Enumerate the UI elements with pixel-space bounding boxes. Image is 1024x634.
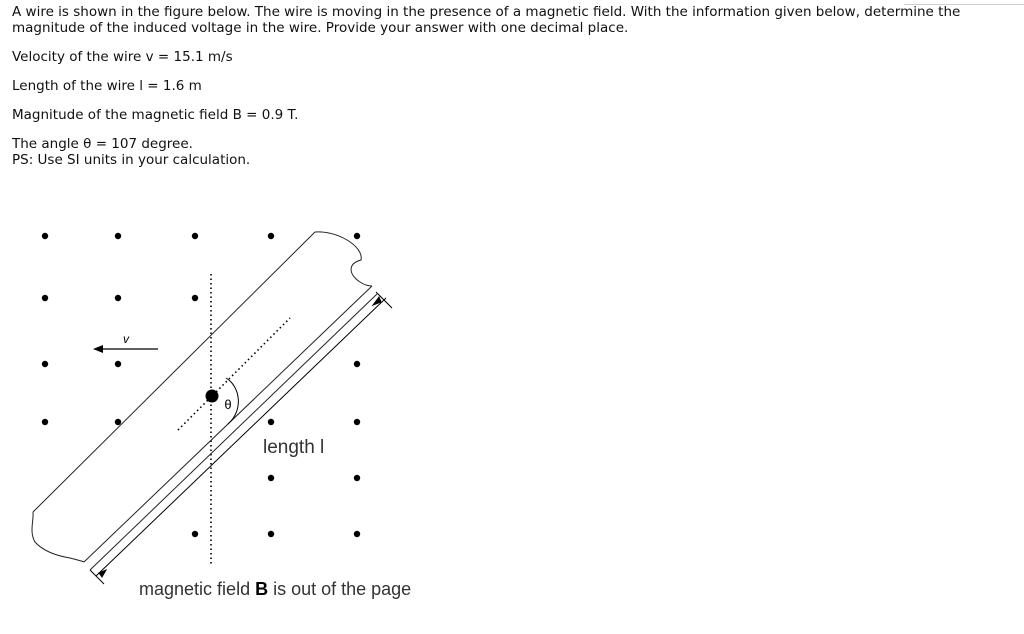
field-caption-end: is out of the page: [268, 579, 412, 599]
field-dot: [354, 475, 360, 481]
field-caption: [114, 579, 426, 599]
field-dot: [42, 295, 48, 301]
field-dot: [115, 419, 121, 425]
field-dot: [115, 295, 121, 301]
field-dot: [354, 361, 360, 367]
length-given: Length of the wire l = 1.6 m: [12, 78, 202, 94]
wire-figure: [0, 190, 440, 620]
field-dot: [42, 361, 48, 367]
velocity-given: Velocity of the wire v = 15.1 m/s: [12, 49, 233, 65]
field-dot: [115, 361, 121, 367]
field-dot: [192, 233, 198, 239]
wire-direction-dotted-line: [178, 318, 290, 430]
wire-center-point: [206, 390, 219, 403]
field-dot: [354, 531, 360, 537]
field-dot: [192, 531, 198, 537]
field-dot: [354, 419, 360, 425]
question-text: [12, 4, 1016, 168]
field-dots: [42, 233, 360, 537]
field-dot: [354, 233, 360, 239]
wire-bottom-cap: [32, 512, 84, 562]
field-caption-start: magnetic field: [139, 579, 256, 599]
field-dot: [115, 233, 121, 239]
question-intro: A wire is shown in the figure below. The wire is moving in the presence of a magnetic field. With the information given below, determine the magnitude of the induced voltage in the wire. Provide your answer with one decimal place.: [12, 4, 961, 36]
field-dot: [42, 419, 48, 425]
length-dimension-line: [96, 298, 386, 576]
field-dot: [192, 295, 198, 301]
velocity-arrow: [93, 332, 158, 353]
field-dot: [268, 419, 274, 425]
wire-edge-upper: [33, 232, 315, 512]
field-given: Magnitude of the magnetic field B = 0.9 T.: [12, 107, 299, 123]
field-dot: [268, 233, 274, 239]
field-dot: [268, 475, 274, 481]
wire-top-cap: [315, 232, 372, 286]
velocity-arrowhead: [93, 345, 103, 353]
velocity-label: v: [123, 332, 129, 346]
wire-inner-line: [90, 294, 377, 570]
length-dimension: [90, 292, 392, 584]
length-arrowhead-bottom: [99, 570, 106, 577]
length-label: length l: [263, 437, 325, 458]
wire-cylinder: [32, 232, 377, 570]
field-dot: [268, 531, 274, 537]
field-caption-bold: B: [255, 579, 269, 599]
angle-given: The angle θ = 107 degree.: [12, 136, 193, 152]
field-dot: [42, 233, 48, 239]
theta-label: θ: [224, 397, 232, 412]
si-units-note: PS: Use SI units in your calculation.: [12, 152, 251, 168]
